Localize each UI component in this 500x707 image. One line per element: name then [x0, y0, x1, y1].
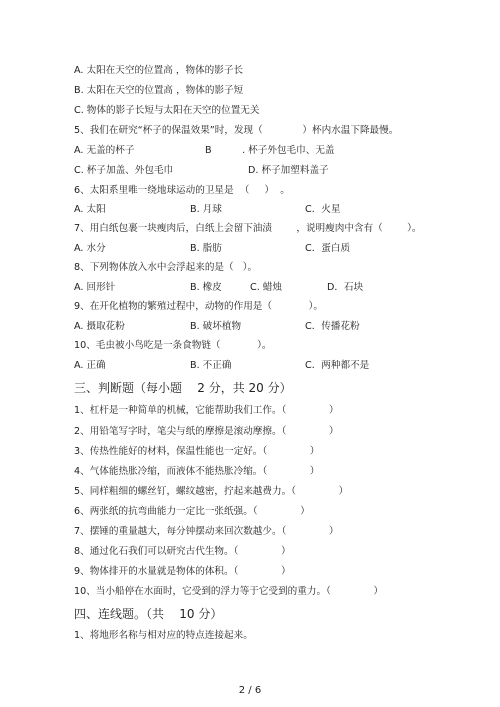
q5-option-d: D. 杯子加塑料盖子 [248, 165, 329, 176]
judgment-item-8: 8、通过化石我们可以研究古代生物。（ ） [74, 546, 291, 557]
q10-option-c: C．两种都不是 [305, 360, 370, 371]
q8-option-a: A. 回形针 [74, 282, 116, 293]
judgment-item-4: 4、气体能热胀冷缩，而液体不能热胀冷缩。（ ） [74, 466, 320, 477]
q9-option-a: A. 摄取花粉 [74, 321, 125, 332]
q9-option-b: B. 破坏植物 [190, 321, 242, 332]
q5-option-c: C. 杯子加盖、外包毛巾 [74, 165, 174, 176]
q6-option-a: A. 太阳 [74, 204, 106, 215]
q5-stem: 5、我们在研究“杯子的保温效果”时，发现（ ）杯内水温下降最慢。 [74, 125, 399, 136]
judgment-item-5: 5、同样粗细的螺丝钉，螺纹越密，拧起来越费力。（ ） [74, 486, 349, 497]
q9-stem: 9、在开化植物的繁殖过程中，动物的作用是（ ）。 [74, 301, 323, 312]
q5-option-a: A. 无盖的杯子 [74, 145, 135, 156]
q7-option-b: B. 脂肪 [190, 243, 222, 254]
q9-option-c: C．传播花粉 [305, 321, 360, 332]
matching-item-1: 1、将地形名称与相对应的特点连接起来。 [74, 630, 253, 641]
q7-option-c: C．蛋白质 [305, 243, 351, 254]
q4-option-b: B. 太阳在天空的位置高 ，物体的影子短 [74, 85, 244, 96]
page-number: 2 / 6 [238, 685, 262, 696]
section-4-title: 四、连线题。（共 10 分） [74, 607, 223, 621]
q6-option-c: C．火星 [305, 204, 341, 215]
judgment-item-7: 7、摆锤的重量越大，每分钟摆动来回次数越少。（ ） [74, 526, 339, 537]
q6-option-b: B. 月球 [190, 204, 222, 215]
judgment-item-9: 9、物体排开的水量就是物体的体积。（ ） [74, 566, 291, 577]
judgment-item-6: 6、两张纸的抗弯曲能力一定比一张纸强。（ ） [74, 506, 310, 517]
q8-option-c: C. 蜡烛 [250, 282, 282, 293]
q7-stem: 7、用白纸包裹一块瘦肉后，白纸上会留下油渍 ，说明瘦肉中含有（ ）。 [74, 223, 422, 234]
judgment-item-10: 10、当小船停在水面时，它受到的浮力等于它受到的重力。（ ） [74, 586, 384, 597]
q10-option-b: B. 不正确 [190, 360, 232, 371]
q4-option-a: A. 太阳在天空的位置高 ，物体的影子长 [74, 65, 244, 76]
judgment-item-3: 3、传热性能好的材料，保温性能也一定好。（ ） [74, 446, 320, 457]
judgment-item-1: 1、杠杆是一种简单的机械，它能帮助我们工作。（ ） [74, 405, 339, 416]
q8-option-d: D．石块 [327, 282, 364, 293]
section-3-title: 三、判断题（每小题 2 分，共 20 分） [74, 381, 292, 395]
q5-option-b: B . 杯子外包毛巾、无盖 [205, 145, 335, 156]
q8-option-b: B. 橡皮 [190, 282, 222, 293]
q4-option-c: C. 物体的影子长短与太阳在天空的位置无关 [74, 105, 260, 116]
q8-stem: 8、下列物体放入水中会浮起来的是（ ）。 [74, 262, 258, 273]
q6-stem: 6、太阳系里唯一绕地球运动的卫星是 （ ） 。 [74, 185, 290, 196]
q10-option-a: A. 正确 [74, 360, 106, 371]
q10-stem: 10、毛虫被小鸟吃是一条食物链（ ）。 [74, 340, 272, 351]
judgment-item-2: 2、用铅笔写字时，笔尖与纸的摩擦是滚动摩擦。（ ） [74, 426, 339, 437]
q7-option-a: A. 水分 [74, 243, 106, 254]
